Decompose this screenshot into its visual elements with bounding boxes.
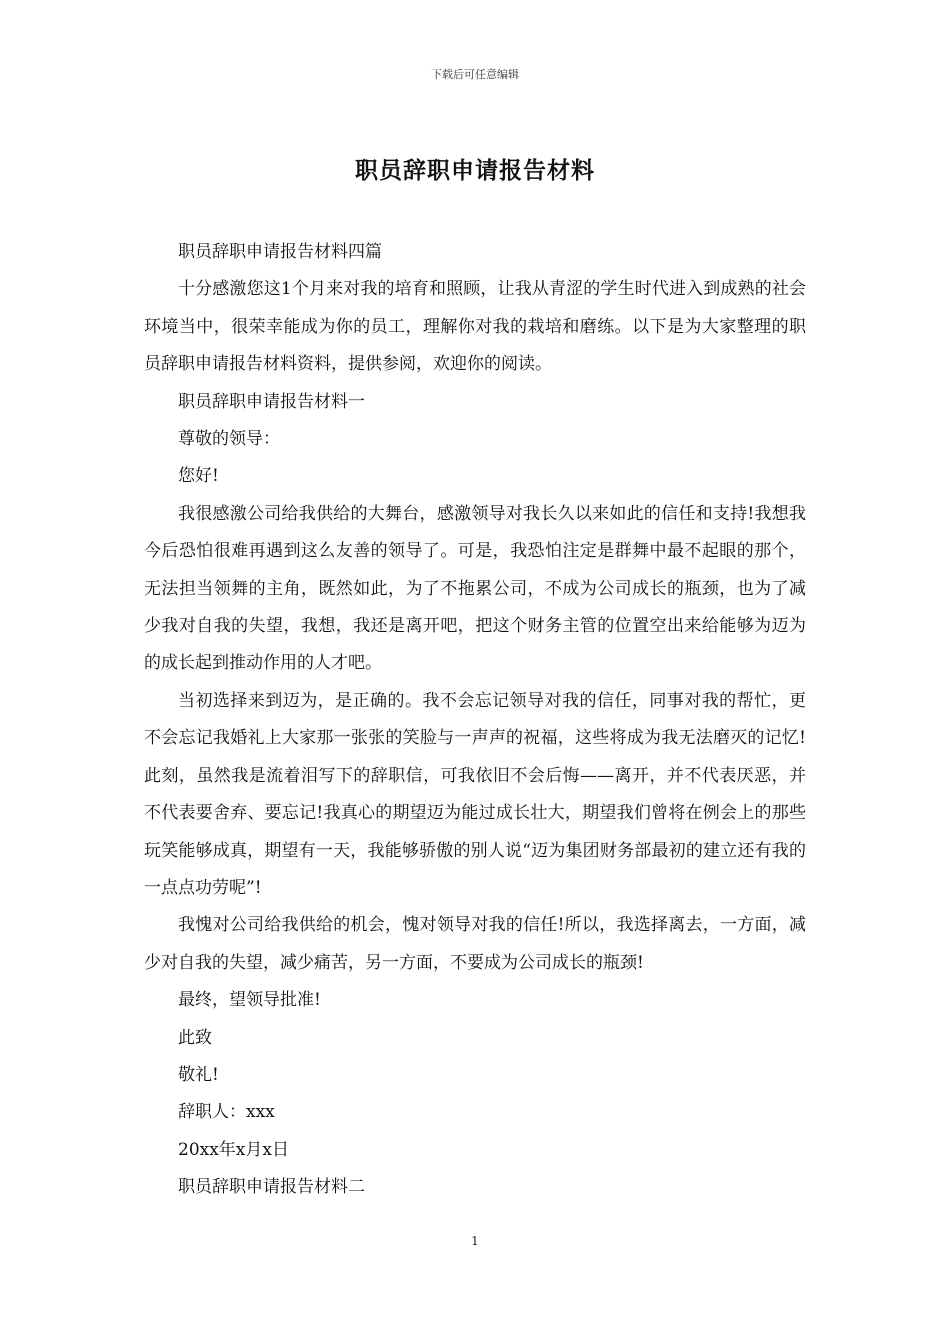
date-line: 20xx年x月x日 — [178, 1139, 289, 1160]
section-heading-two: 职员辞职申请报告材料二 — [178, 1177, 365, 1198]
page-header-note: 下载后可任意编辑 — [431, 68, 519, 81]
closing-request: 最终，望领导批准! — [178, 990, 321, 1011]
body-paragraph: 我很感激公司给我供给的大舞台，感激领导对我长久以来如此的信任和支持!我想我今后恐怕很难再遇到这么友善的领导了。可是，我恐怕注定是群舞中最不起眼的那个，无法担当领舞的主角，既然如此，为了不拖累公司，不成为公司成长的瓶颈，也为了减少我对自我的失望，我想，我还是离开吧，把这个财务主管的位置空出来给能够为迈为的成长起到推动作用的人才吧。 — [144, 503, 806, 674]
document-title: 职员辞职申请报告材料 — [355, 157, 595, 184]
closing-phrase: 此致 — [178, 1027, 212, 1048]
subtitle-paragraph: 职员辞职申请报告材料四篇 — [178, 242, 382, 262]
closing-salute: 敬礼! — [178, 1064, 219, 1085]
salutation: 尊敬的领导： — [178, 429, 280, 450]
section-heading-one: 职员辞职申请报告材料一 — [178, 391, 365, 412]
signature-line: 辞职人：xxx — [178, 1102, 275, 1123]
greeting: 您好! — [178, 466, 219, 487]
document-body — [144, 234, 806, 1207]
body-paragraph: 当初选择来到迈为，是正确的。我不会忘记领导对我的信任，同事对我的帮忙，更不会忘记我婚礼上大家那一张张的笑脸与一声声的祝福，这些将成为我无法磨灭的记忆!此刻，虽然我是流着泪写下的辞职信，可我依旧不会后悔——离开，并不代表厌恶，并不代表要舍弃、要忘记!我真心的期望迈为能过成长壮大，期望我们曾将在例会上的那些玩笑能够成真，期望有一天，我能够骄傲的别人说“迈为集团财务部最初的建立还有我的一点点功劳呢”! — [144, 690, 806, 898]
page-number: 1 — [471, 1234, 479, 1248]
body-paragraph: 我愧对公司给我供给的机会，愧对领导对我的信任!所以，我选择离去，一方面，减少对自我的失望，减少痛苦，另一方面，不要成为公司成长的瓶颈! — [144, 915, 806, 973]
intro-paragraph: 十分感激您这1个月来对我的培育和照顾，让我从青涩的学生时代进入到成熟的社会环境当中，很荣幸能成为你的员工，理解你对我的栽培和磨练。以下是为大家整理的职员辞职申请报告材料资料，提供参阅，欢迎你的阅读。 — [144, 279, 806, 375]
